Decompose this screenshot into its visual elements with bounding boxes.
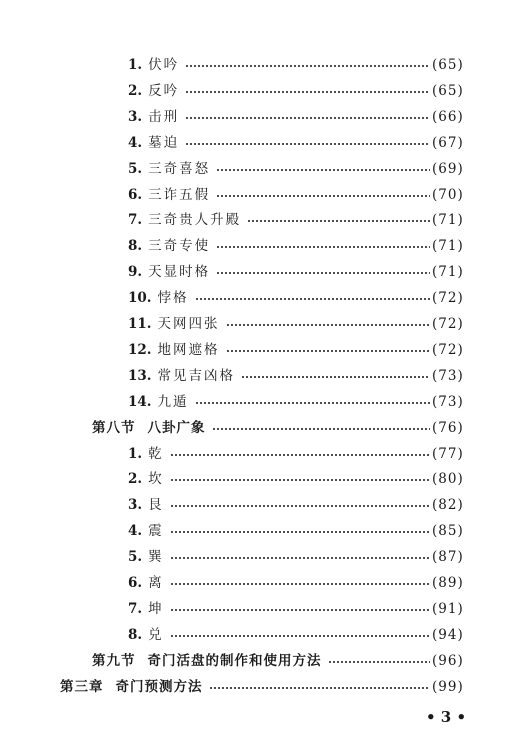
toc-entry-lead: [128, 544, 164, 570]
toc-entry: [0, 544, 506, 570]
toc-entry-number: 3.: [128, 108, 143, 125]
toc-entry-title: 震: [148, 523, 164, 540]
toc-entry: [0, 674, 506, 700]
toc-entry-title: 坤: [148, 600, 164, 617]
toc-entry-lead: [128, 233, 210, 259]
toc-dot-leader: [185, 78, 430, 104]
toc-entry-lead: [128, 156, 210, 182]
toc-dot-leader: [216, 259, 430, 285]
toc-entry-lead: [128, 311, 220, 337]
toc-entry-page: (73): [432, 367, 464, 384]
toc-entry: [0, 285, 506, 311]
toc-entry: [0, 233, 506, 259]
toc-entry-number: 第九节: [92, 652, 136, 669]
toc-entry-page: (72): [432, 341, 464, 358]
toc-entry-title: 反吟: [148, 82, 180, 99]
toc-dot-leader: [170, 466, 430, 492]
toc-entry-number: 2.: [128, 82, 143, 99]
toc-entry: [0, 415, 506, 441]
toc-entry: [0, 182, 506, 208]
toc-entry-page: (70): [432, 186, 464, 203]
toc-dot-leader: [216, 156, 430, 182]
toc-entry-title: 三诈五假: [148, 186, 211, 203]
toc-entry-lead: [128, 52, 179, 78]
toc-entry: [0, 648, 506, 674]
toc-dot-leader: [328, 648, 430, 674]
toc-entry-title: 天网四张: [157, 316, 220, 332]
toc-entry-title: 乾: [148, 445, 164, 462]
toc-entry-lead: [128, 207, 241, 233]
toc-entry-page: (99): [432, 678, 464, 695]
toc-entry-number: 第八节: [92, 419, 136, 436]
toc-dot-leader: [170, 596, 430, 622]
toc-entry-page: (77): [432, 445, 464, 462]
toc-entry: [0, 492, 506, 518]
toc-entry-number: 1.: [128, 445, 143, 462]
toc-entry-title: 常见吉凶格: [157, 367, 235, 384]
toc-entry: [0, 466, 506, 492]
toc-entry: [0, 52, 506, 78]
toc-entry-title: 离: [148, 575, 164, 591]
toc-entry: [0, 78, 506, 104]
toc-entry-title: 三奇贵人升殿: [148, 212, 242, 229]
toc-dot-leader: [185, 52, 430, 78]
toc-entry-page: (73): [432, 393, 464, 410]
toc-dot-leader: [170, 570, 430, 596]
toc-entry: [0, 622, 506, 648]
toc-entry-number: 6.: [128, 186, 143, 203]
toc-entry-page: (89): [432, 575, 464, 591]
toc-dot-leader: [226, 337, 430, 363]
toc-entry: [0, 389, 506, 415]
toc-entry-lead: [128, 622, 164, 648]
toc-entry-title: 击刑: [148, 108, 180, 125]
toc-entry-title: 地网遮格: [157, 341, 220, 358]
toc-entry-number: 3.: [128, 497, 143, 514]
toc-dot-leader: [212, 415, 430, 441]
toc-entry-title: 三奇喜怒: [148, 160, 211, 177]
toc-entry-lead: [128, 570, 164, 596]
toc-entry-title: 奇门活盘的制作和使用方法: [147, 652, 322, 669]
toc-entry-lead: [128, 389, 189, 415]
toc-entry: [0, 570, 506, 596]
toc-entry: [0, 156, 506, 182]
toc-entry-lead: [92, 415, 206, 441]
toc-entry-title: 墓迫: [148, 134, 180, 151]
toc-dot-leader: [247, 207, 430, 233]
toc-dot-leader: [185, 130, 430, 156]
toc-dot-leader: [216, 182, 430, 208]
toc-entry-number: 7.: [128, 600, 143, 617]
toc-entry-lead: [128, 182, 210, 208]
toc-entry-page: (94): [432, 626, 464, 643]
toc-entry-title: 天显时格: [148, 264, 211, 281]
toc-dot-leader: [209, 674, 430, 700]
toc-dot-leader: [216, 233, 430, 259]
toc-dot-leader: [226, 311, 430, 337]
toc-entry-lead: [128, 466, 164, 492]
toc-entry-lead: [128, 130, 179, 156]
toc-entry-lead: [128, 78, 179, 104]
toc-entry-title: 艮: [148, 497, 164, 514]
toc-entry-page: (91): [432, 600, 464, 617]
toc-entry-number: 4.: [128, 523, 143, 540]
toc-entry-title: 巽: [148, 549, 164, 566]
toc-entry: [0, 130, 506, 156]
toc-dot-leader: [185, 104, 430, 130]
toc-entry-number: 9.: [128, 264, 143, 281]
toc-dot-leader: [170, 544, 430, 570]
toc-entry-page: (76): [432, 419, 464, 436]
toc-entry-page: (69): [432, 160, 464, 177]
toc-entry: [0, 337, 506, 363]
toc-entry-number: 6.: [128, 575, 143, 591]
toc-entry-title: 坎: [148, 471, 164, 488]
toc-entry-number: 7.: [128, 212, 143, 229]
toc-entry-lead: [128, 337, 220, 363]
toc-entry-number: 5.: [128, 549, 143, 566]
toc-entry-number: 13.: [128, 367, 152, 384]
toc-entry-page: (66): [432, 108, 464, 125]
toc-entry: [0, 259, 506, 285]
toc-entry-lead: [128, 492, 164, 518]
toc-entry: [0, 518, 506, 544]
toc-entry-number: 8.: [128, 238, 143, 255]
toc-entry-number: 1.: [128, 57, 143, 73]
toc-entry-lead: [128, 104, 179, 130]
toc-entry-title: 九遁: [157, 393, 189, 410]
toc-entry-lead: [128, 441, 164, 467]
toc-dot-leader: [195, 285, 430, 311]
toc-entry-lead: [128, 259, 210, 285]
toc-entry-title: 三奇专使: [148, 238, 211, 255]
toc-entry-number: 11.: [128, 316, 152, 332]
toc-entry-number: 12.: [128, 341, 152, 358]
toc-entry-lead: [92, 648, 322, 674]
toc-dot-leader: [170, 492, 430, 518]
toc-entry-page: (71): [432, 212, 464, 229]
toc-entry-title: 兑: [148, 626, 164, 643]
toc-entry-title: 伏吟: [148, 57, 180, 73]
toc-entry-page: (87): [432, 549, 464, 566]
toc-entry-lead: [128, 518, 164, 544]
toc-dot-leader: [241, 363, 430, 389]
toc-entry-title: 悖格: [157, 290, 189, 307]
toc-entry-title: 八卦广象: [147, 419, 206, 436]
toc-entry: [0, 104, 506, 130]
toc-entry-page: (67): [432, 134, 464, 151]
toc-entry-lead: [128, 285, 189, 311]
toc-dot-leader: [170, 441, 430, 467]
toc-entry-number: 5.: [128, 160, 143, 177]
toc-entry-page: (72): [432, 290, 464, 307]
toc-entry-lead: [128, 363, 235, 389]
page-number: • 3 •: [425, 708, 467, 726]
toc-entry: [0, 311, 506, 337]
toc-entry-page: (65): [432, 57, 464, 73]
toc-dot-leader: [195, 389, 430, 415]
toc-dot-leader: [170, 518, 430, 544]
toc-entry-title: 奇门预测方法: [115, 678, 203, 695]
toc-entry: [0, 207, 506, 233]
toc-entry-number: 4.: [128, 134, 143, 151]
toc-entry-number: 8.: [128, 626, 143, 643]
toc-entry: [0, 363, 506, 389]
toc-entry-number: 10.: [128, 290, 152, 307]
toc-entry-page: (72): [432, 316, 464, 332]
toc-entry-page: (71): [432, 238, 464, 255]
toc-entry-number: 14.: [128, 393, 152, 410]
toc-entry: [0, 441, 506, 467]
toc-entry-number: 第三章: [60, 678, 104, 695]
toc-entry: [0, 596, 506, 622]
toc-entry-number: 2.: [128, 471, 143, 488]
toc-dot-leader: [170, 622, 430, 648]
toc-entry-page: (80): [432, 471, 464, 488]
toc-entry-lead: [128, 596, 164, 622]
toc-entry-page: (96): [432, 652, 464, 669]
toc-entry-page: (65): [432, 82, 464, 99]
toc-entry-page: (85): [432, 523, 464, 540]
toc-entry-lead: [60, 674, 203, 700]
toc-entry-page: (71): [432, 264, 464, 281]
toc-entry-page: (82): [432, 497, 464, 514]
